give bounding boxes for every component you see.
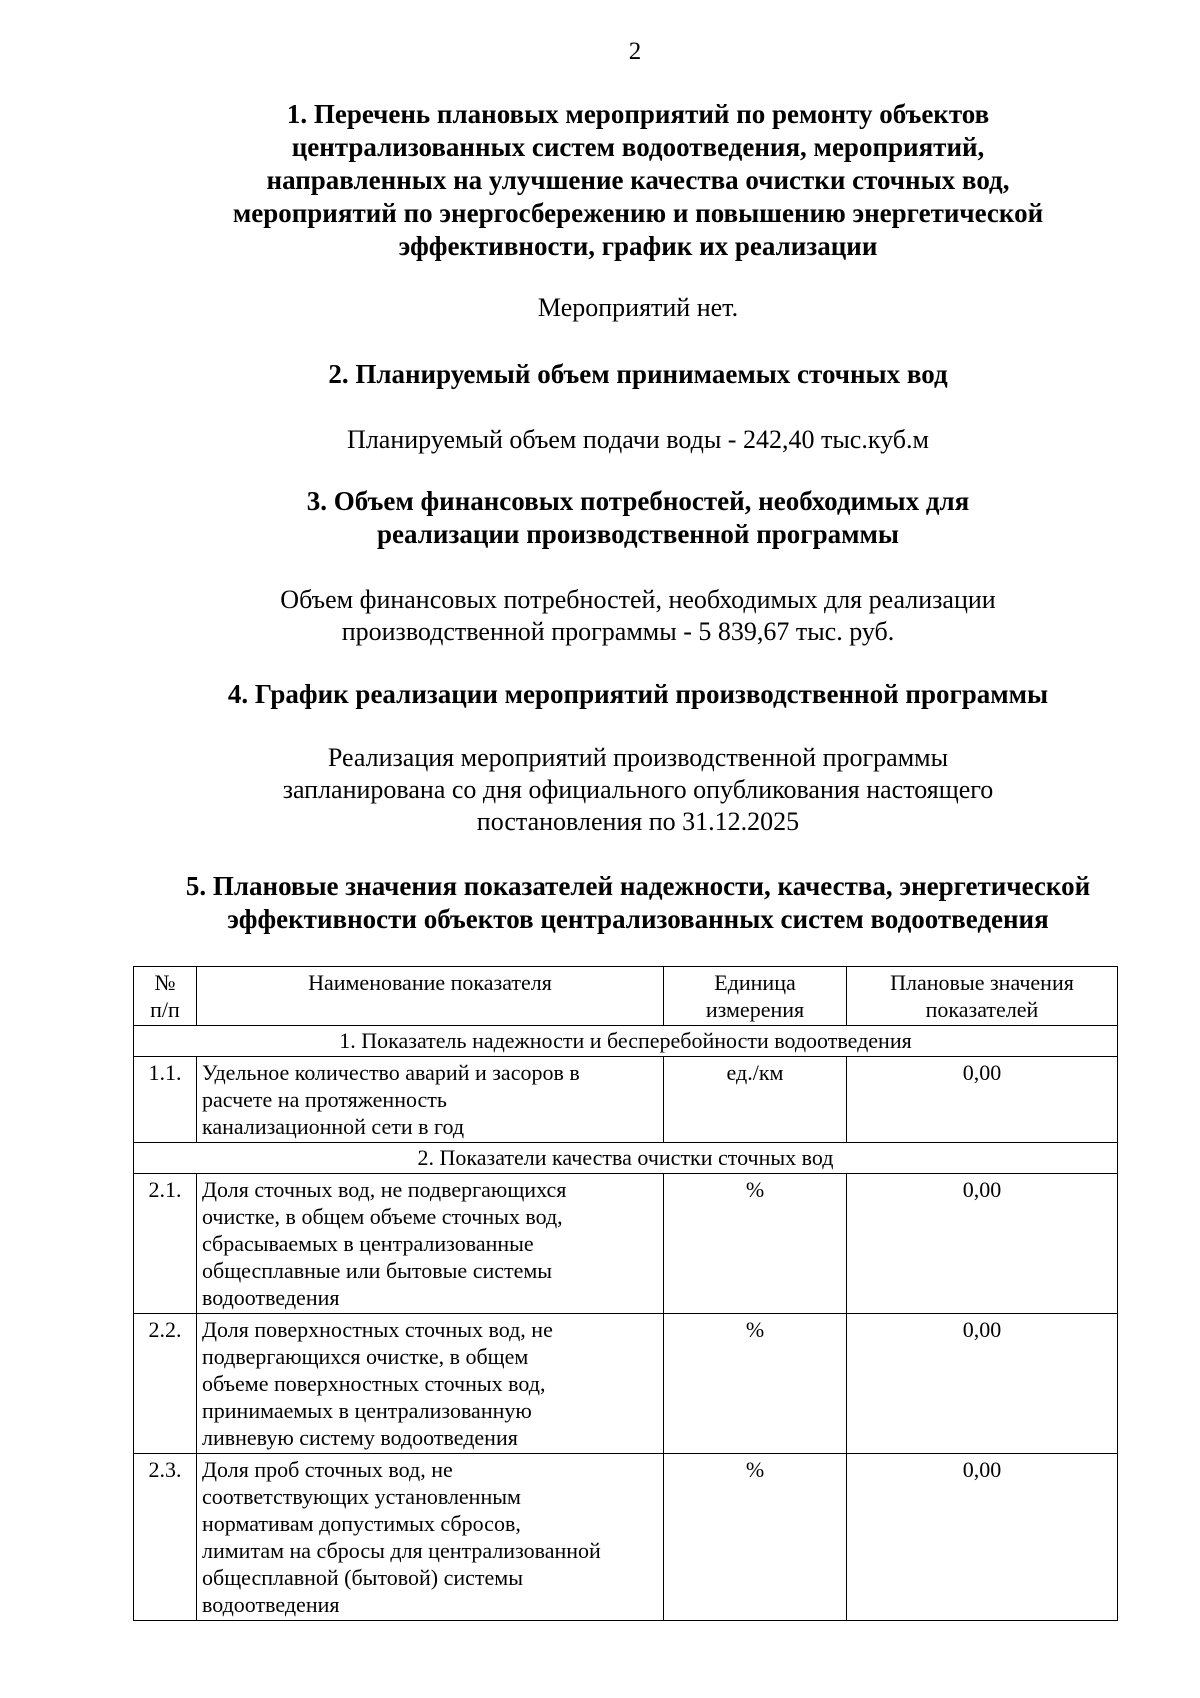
row-unit: %	[664, 1314, 847, 1454]
row-value: 0,00	[847, 1314, 1118, 1454]
header-name: Наименование показателя	[197, 967, 664, 1026]
row-value: 0,00	[847, 1454, 1118, 1621]
row-name: Доля проб сточных вод, не соответствующих установленным нормативам допустимых сбросов, лимитам на сбросы для централизованной общесплавной (бытовой) системы водоотведения	[197, 1454, 664, 1621]
group-title: 2. Показатели качества очистки сточных вод	[134, 1143, 1118, 1174]
section-4-text: Реализация мероприятий производственной программы запланирована со дня официального опубликования настоящего постановления по 31.12.2025	[282, 743, 994, 836]
row-unit: %	[664, 1174, 847, 1314]
row-name: Доля сточных вод, не подвергающихся очистке, в общем объеме сточных вод, сбрасываемых в централизованные общесплавные или бытовые системы водоотведения	[197, 1174, 664, 1314]
table-row	[134, 1454, 1118, 1621]
indicators-table	[133, 966, 1118, 1621]
group-row	[134, 1026, 1118, 1057]
row-name: Удельное количество аварий и засоров в расчете на протяженность канализационной сети в год	[197, 1057, 664, 1143]
header-unit: Единица измерения	[664, 967, 847, 1026]
row-value: 0,00	[847, 1057, 1118, 1143]
header-num: № п/п	[134, 967, 197, 1026]
section-3-title: 3. Объем финансовых потребностей, необходимых для реализации производственной программы	[306, 486, 970, 549]
section-1-title: 1. Перечень плановых мероприятий по ремонту объектов централизованных систем водоотведения, мероприятий, направленных на улучшение качества очистки сточных вод, мероприятий по энергосбережению и повышению энергетической эффективности, график их реализации	[232, 99, 1044, 261]
group-row	[134, 1143, 1118, 1174]
group-title: 1. Показатель надежности и бесперебойности водоотведения	[134, 1026, 1118, 1057]
row-num: 2.2.	[134, 1314, 197, 1454]
section-2-text: Планируемый объем подачи воды - 242,40 тыс.куб.м	[347, 425, 929, 454]
section-4-title: 4. График реализации мероприятий производственной программы	[227, 679, 1049, 709]
table-row	[134, 1174, 1118, 1314]
table-row	[134, 1314, 1118, 1454]
section-2-title: 2. Планируемый объем принимаемых сточных вод	[328, 359, 948, 389]
row-num: 2.3.	[134, 1454, 197, 1621]
row-num: 2.1.	[134, 1174, 197, 1314]
table-row	[134, 1057, 1118, 1143]
header-value: Плановые значения показателей	[847, 967, 1118, 1026]
section-5-title: 5. Плановые значения показателей надежности, качества, энергетической эффективности объектов централизованных систем водоотведения	[185, 871, 1091, 934]
row-value: 0,00	[847, 1174, 1118, 1314]
row-name: Доля поверхностных сточных вод, не подвергающихся очистке, в общем объеме поверхностных сточных вод, принимаемых в централизованную ливневую систему водоотведения	[197, 1314, 664, 1454]
row-num: 1.1.	[134, 1057, 197, 1143]
table-header-row	[134, 967, 1118, 1026]
section-3-text: Объем финансовых потребностей, необходимых для реализации производственной программы - 5 839,67 тыс. руб.	[280, 585, 996, 646]
row-unit: %	[664, 1454, 847, 1621]
section-1-text: Мероприятий нет.	[537, 293, 739, 322]
row-unit: ед./км	[664, 1057, 847, 1143]
page-number: 2	[628, 38, 642, 65]
